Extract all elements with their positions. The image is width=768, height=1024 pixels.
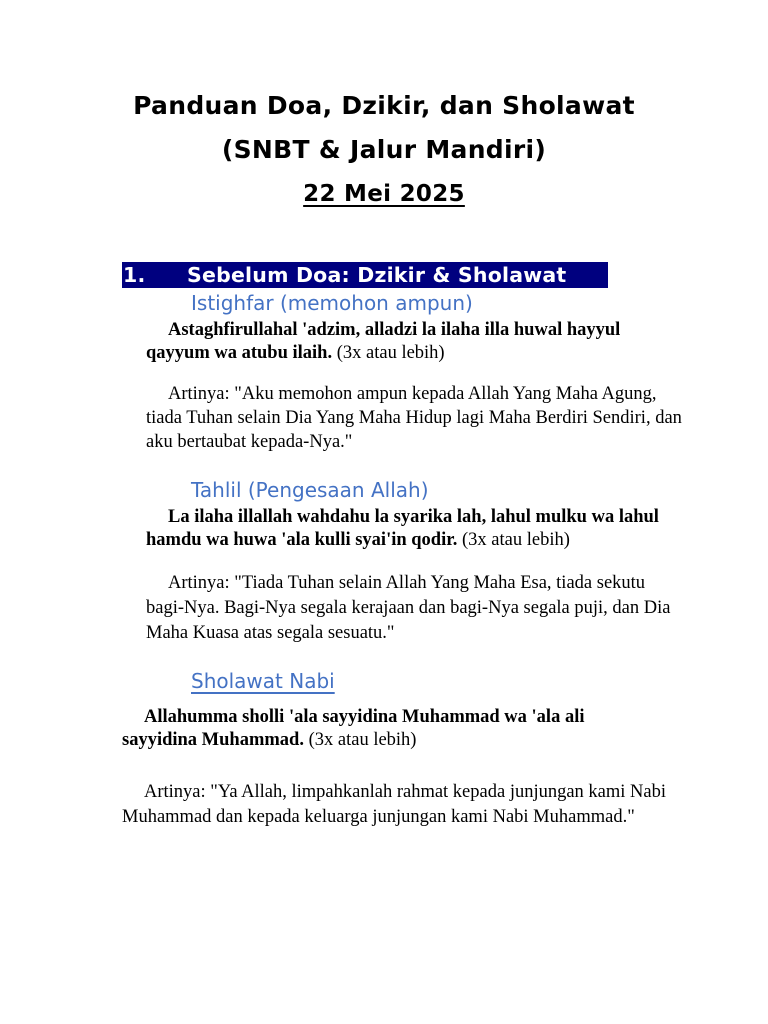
latin-recitation: La ilaha illallah wahdahu la syarika lah, lahul mulku wa lahul hamdu wa huwa 'ala kulli syai'in qodir.	[146, 507, 659, 550]
dzikir-text-tahlil	[146, 506, 666, 552]
meaning-text: Artinya: "Aku memohon ampun kepada Allah Yang Maha Agung, tiada Tuhan selain Dia Yang Maha Hidup lagi Maha Berdiri Sendiri, dan aku bertaubat kepada-Nya."	[146, 384, 682, 452]
subheading-tahlil: Tahlil (Pengesaan Allah)	[191, 478, 429, 502]
document-title-line-2: (SNBT & Jalur Mandiri)	[221, 135, 547, 164]
subheading-sholawat: Sholawat Nabi	[191, 669, 335, 693]
repeat-count: (3x atau lebih)	[308, 730, 417, 750]
document-date: 22 Mei 2025	[303, 181, 465, 207]
repeat-count: (3x atau lebih)	[336, 343, 445, 363]
latin-recitation: Astaghfirullahal 'adzim, alladzi la ilaha illa huwal hayyul qayyum wa atubu ilaih.	[146, 320, 621, 363]
meaning-tahlil	[146, 571, 686, 646]
section-title: Sebelum Doa: Dzikir & Sholawat	[187, 263, 567, 287]
dzikir-text-sholawat	[122, 706, 642, 752]
subheading-istighfar: Istighfar (memohon ampun)	[191, 291, 473, 315]
meaning-text: Artinya: "Tiada Tuhan selain Allah Yang Maha Esa, tiada sekutu bagi-Nya. Bagi-Nya segala kerajaan dan bagi-Nya segala puji, dan Dia Maha Kuasa atas segala sesuatu."	[146, 573, 671, 643]
document-title-line-1: Panduan Doa, Dzikir, dan Sholawat	[133, 91, 635, 120]
repeat-count: (3x atau lebih)	[462, 530, 570, 550]
section-heading	[122, 262, 608, 288]
meaning-sholawat	[122, 780, 667, 830]
meaning-text: Artinya: "Ya Allah, limpahkanlah rahmat kepada junjungan kami Nabi Muhammad dan kepada keluarga junjungan kami Nabi Muhammad."	[122, 782, 667, 827]
dzikir-text-istighfar	[146, 319, 666, 365]
title-block	[0, 84, 768, 216]
section-number: 1.	[123, 263, 146, 287]
meaning-istighfar	[146, 382, 686, 454]
latin-recitation: Allahumma sholli 'ala sayyidina Muhammad wa 'ala ali sayyidina Muhammad.	[122, 707, 585, 750]
